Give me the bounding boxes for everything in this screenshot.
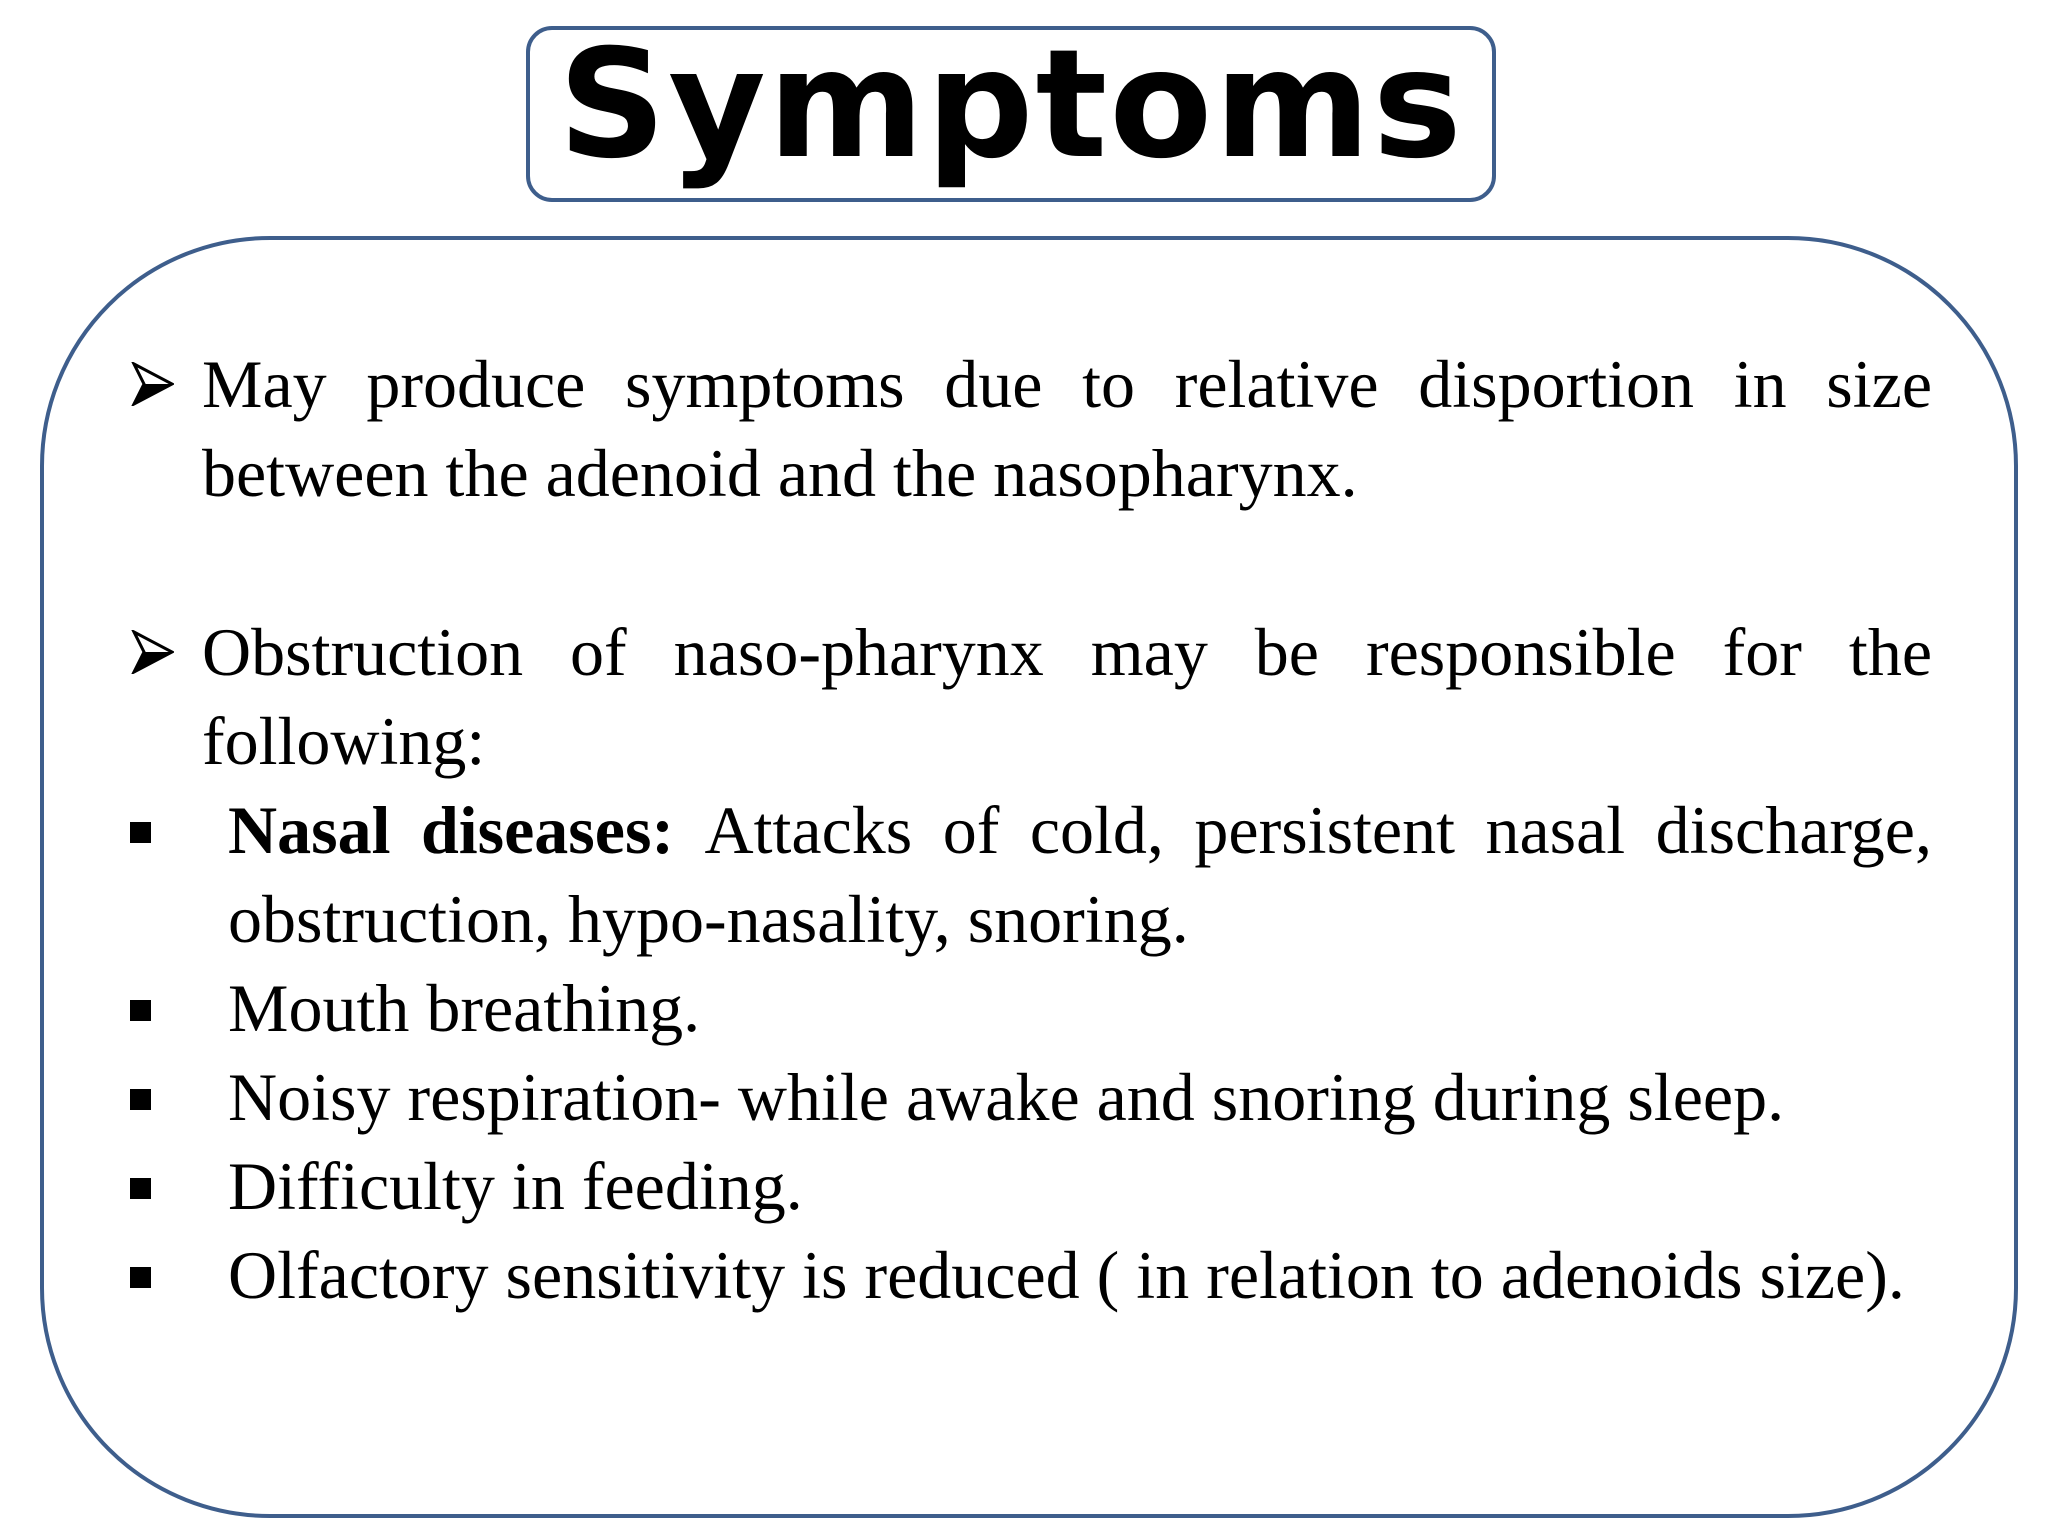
sub-point-1 bbox=[128, 786, 1932, 964]
square-bullet-icon bbox=[130, 822, 151, 843]
square-bullet-icon bbox=[130, 1089, 151, 1110]
square-bullet-icon bbox=[130, 1178, 151, 1199]
sub-point-text: Difficulty in feeding. bbox=[228, 1148, 803, 1224]
square-bullet-icon bbox=[130, 1000, 151, 1021]
sub-point-text: Olfactory sensitivity is reduced ( in relation to adenoids size). bbox=[228, 1237, 1905, 1313]
arrow-point-text: Obstruction of naso-pharynx may be responsible for the following: bbox=[202, 614, 1932, 779]
arrow-bullet-icon bbox=[128, 340, 188, 429]
arrow-point-text: May produce symptoms due to relative disportion in size between the adenoid and the nasopharynx. bbox=[202, 346, 1932, 511]
sub-point-3 bbox=[128, 1053, 1932, 1142]
sub-point-4 bbox=[128, 1142, 1932, 1231]
arrow-bullet-icon bbox=[128, 608, 188, 697]
sub-point-text: Mouth breathing. bbox=[228, 970, 701, 1046]
arrow-point-1 bbox=[128, 340, 1932, 518]
sub-point-2 bbox=[128, 964, 1932, 1053]
sub-point-text: Noisy respiration- while awake and snoring during sleep. bbox=[228, 1059, 1785, 1135]
sub-point-5 bbox=[128, 1231, 1932, 1320]
sub-point-text: Attacks of cold, persistent nasal discharge, obstruction, hypo-nasality, snoring. bbox=[228, 792, 1932, 957]
slide-title: Symptoms bbox=[558, 18, 1464, 192]
square-bullet-icon bbox=[130, 1267, 151, 1288]
arrow-point-2 bbox=[128, 608, 1932, 786]
title-box bbox=[526, 18, 1496, 202]
sub-point-label: Nasal diseases: bbox=[228, 792, 705, 868]
content-area bbox=[128, 340, 1932, 1320]
